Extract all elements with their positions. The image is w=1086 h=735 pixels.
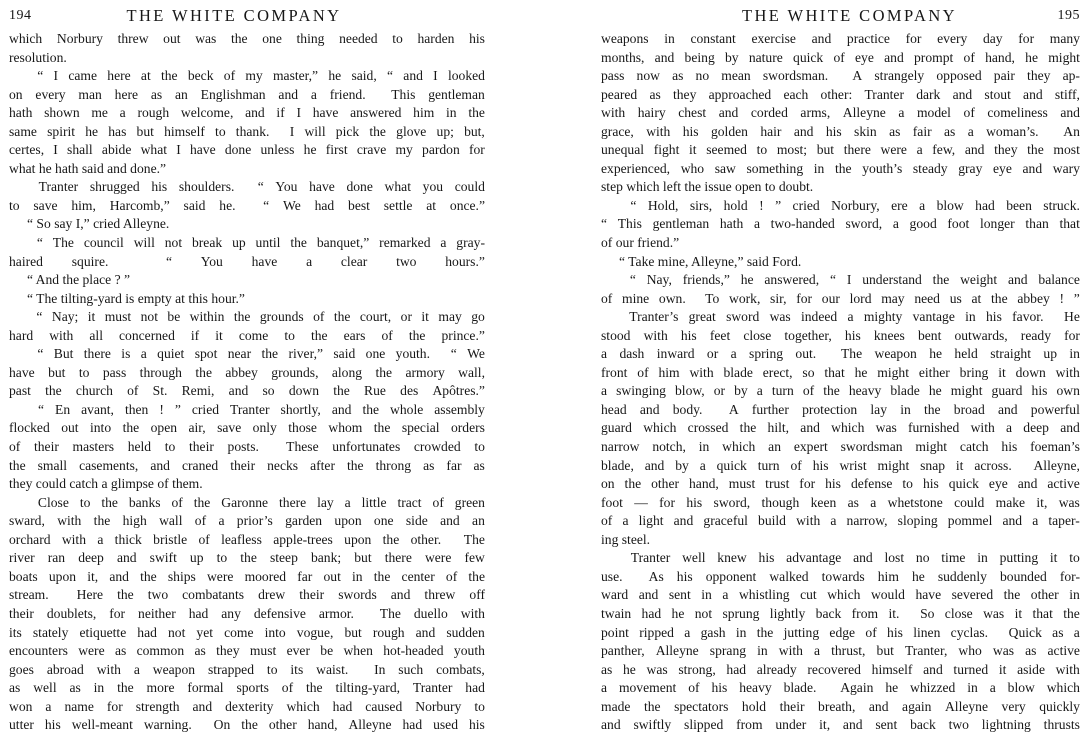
text-line: Tranter well knew his advantage and lost no time in putting it to (630, 550, 1080, 566)
text-line: pass now as no mean swordsman. A strangely opposed pair they ap- (601, 68, 1080, 84)
text-line: head and body. A further protection lay in the broad and powerful (601, 401, 1080, 417)
text-line: “ Hold, sirs, hold ! ” cried Norbury, ere a blow had been struck. (630, 197, 1080, 213)
text-line: river ran deep and swift up to the steep bank; but there were few (9, 550, 485, 566)
text-line: they could catch a glimpse of them. (9, 476, 203, 492)
running-head-title-right: THE WHITE COMPANY (742, 6, 957, 25)
text-line: “ The council will not break up until the banquet,” remarked a gray- (36, 235, 485, 251)
text-line: what he hath said and done.” (9, 160, 167, 176)
text-line: “ Nay; it must not be within the grounds of the court, or it may go (36, 309, 485, 325)
text-line: of our friend.” (601, 235, 680, 251)
text-line: ward and sent in a whistling cut which would have severed the other in (601, 587, 1080, 603)
body-text-left (9, 30, 485, 735)
text-line: sward, with the high wall of a prior’s garden upon one side and an (9, 513, 485, 529)
text-line: the small casements, and craned their necks after the throng as far as (9, 457, 485, 473)
text-line: months, and being by nature quick of eye and prompt of hand, he might (601, 49, 1080, 65)
text-line: “ So say I,” cried Alleyne. (27, 216, 170, 232)
text-line: on every man here as an Englishman and a friend. This gentleman (9, 86, 485, 102)
text-line: its stately etiquette had not yet come into vogue, but rough and sudden (9, 624, 485, 640)
page-right (543, 0, 1086, 733)
folio-right: 195 (1057, 8, 1080, 23)
text-line: as well as in the more formal sports of the tilting-yard, Tranter had (9, 680, 485, 696)
text-line: panther, Alleyne sprang in with a thrust, but Tranter, who was as active (601, 643, 1080, 659)
text-line: front of him with blade erect, so that he might either bring it down with (601, 364, 1080, 380)
text-line: certes, I shall abide what I have done unless he first crave my pardon for (9, 142, 485, 158)
page-left (0, 0, 543, 733)
text-line: made the spectators hold their breath, and again Alleyne very quickly (601, 698, 1080, 714)
text-line: grace, with his golden hair and his skin as fair as a woman’s. An (601, 123, 1080, 139)
text-line: stood with his feet close together, his knees bent outwards, ready for (601, 327, 1080, 343)
text-line: hath shown me a rough welcome, and if I have answered him in the (9, 105, 485, 121)
text-line: boats upon it, and the ships were moored far out in the center of the (9, 568, 485, 584)
text-line: Tranter’s great sword was indeed a mighty vantage in his favor. He (629, 309, 1080, 325)
text-line: blade, and by a quick turn of his wrist might snap it across. Alleyne, (601, 457, 1080, 473)
running-head-right (601, 6, 1080, 30)
text-line: “ The tilting-yard is empty at this hour.” (27, 290, 245, 306)
text-line: Close to the banks of the Garonne there lay a little tract of green (37, 494, 485, 510)
text-line: orchard with a thick bristle of leafless apple-trees upon the other. The (9, 531, 485, 547)
text-line: stream. Here the two combatants drew their swords and threw off (9, 587, 485, 603)
body-text-right (601, 30, 1080, 735)
text-line: same spirit he has but himself to thank. I will pick the glove up; but, (9, 123, 485, 139)
text-line: “ En avant, then ! ” cried Tranter shortly, and the whole assembly (37, 401, 485, 417)
text-line: won a name for strength and dexterity which had caused Norbury to (9, 698, 485, 714)
text-line: their doublets, for neither had any defensive armor. The duello with (9, 605, 485, 621)
text-line: a movement of his heavy blade. Again he whizzed in a blow which (601, 680, 1080, 696)
text-line: unequal fight it seemed to most; but there were a few, and they the most (601, 142, 1080, 158)
text-line: haired squire. “ You have a clear two hours.” (9, 253, 485, 269)
text-line: foot — for his sword, though keen as a whetstone could make it, was (601, 494, 1080, 510)
text-line: encounters were as common as they must ever be when hot-headed youth (9, 643, 485, 659)
text-line: experienced, who saw something in the youth’s steady gray eye and wary (601, 160, 1080, 176)
text-line: narrow notch, in which an expert swordsman might catch his foeman’s (601, 439, 1080, 455)
text-line: Tranter shrugged his shoulders. “ You have done what you could (38, 179, 485, 195)
text-line: twain had he not sprung lightly back from it. So close was it that the (601, 605, 1080, 621)
text-line: with hairy chest and corded arms, Alleyne a model of comeliness and (601, 105, 1080, 121)
running-head-left (9, 6, 485, 30)
text-line: resolution. (9, 49, 67, 65)
text-line: “ I came here at the beck of my master,” he said, “ and I looked (37, 68, 485, 84)
text-line: “ Nay, friends,” he answered, “ I understand the weight and balance (629, 272, 1080, 288)
text-line: step which left the issue open to doubt. (601, 179, 814, 195)
text-line: a dash inward or a spring out. The weapon he held straight up in (601, 346, 1080, 362)
text-line: use. As his opponent walked towards him he suddenly bounded for- (601, 568, 1080, 584)
text-line: ing steel. (601, 531, 651, 547)
text-line: “ But there is a quiet spot near the river,” said one youth. “ We (37, 346, 485, 362)
text-line: hard with all concerned if it come to the ears of the prince.” (9, 327, 485, 343)
text-line: guard which crossed the hilt, and which was furnished with a deep and (601, 420, 1080, 436)
text-line: which Norbury threw out was the one thing needed to harden his (9, 31, 485, 46)
text-line: a swinging blow, or by a turn of the heavy blade he might guard his own (601, 383, 1080, 399)
text-line: peared as they approached each other: Tranter dark and stout and stiff, (601, 86, 1080, 102)
text-line: of their masters held to their posts. These unfortunates crowded to (9, 439, 485, 455)
text-line: of mine own. To work, sir, for our lord may need us at the abbey ! ” (601, 290, 1080, 306)
text-line: and swiftly slipped from under it, and sent back two lightning thrusts (601, 717, 1080, 733)
text-line: weapons in constant exercise and practice for every day for many (601, 31, 1080, 46)
text-line: to save him, Harcomb,” said he. “ We had best settle at once.” (9, 197, 485, 213)
text-line: have but to pass through the abbey grounds, along the armory wall, (9, 364, 485, 380)
text-line: flocked out into the open air, save only those whom the special orders (9, 420, 485, 436)
text-line: “ This gentleman hath a two-handed sword, a good foot longer than that (601, 216, 1080, 232)
text-line: utter his well-meant warning. On the other hand, Alleyne had used his (9, 717, 485, 733)
text-line: “ And the place ? ” (27, 272, 131, 288)
text-line: past the church of St. Remi, and so down the Rue des Apôtres.” (9, 383, 485, 399)
folio-left: 194 (9, 8, 32, 23)
text-line: “ Take mine, Alleyne,” said Ford. (619, 253, 802, 269)
text-line: as he was strong, had already recovered himself and turned it aside with (601, 661, 1080, 677)
text-line: on the other hand, must trust for his defense to his quick eye and active (601, 476, 1080, 492)
text-line: point ripped a gash in the jutting edge of his linen cyclas. Quick as a (601, 624, 1080, 640)
text-line: goes abroad with a weapon strapped to its waist. In such combats, (9, 661, 485, 677)
text-line: of a light and graceful build with a narrow, sloping pommel and a taper- (601, 513, 1080, 529)
running-head-title-left: THE WHITE COMPANY (126, 6, 342, 25)
